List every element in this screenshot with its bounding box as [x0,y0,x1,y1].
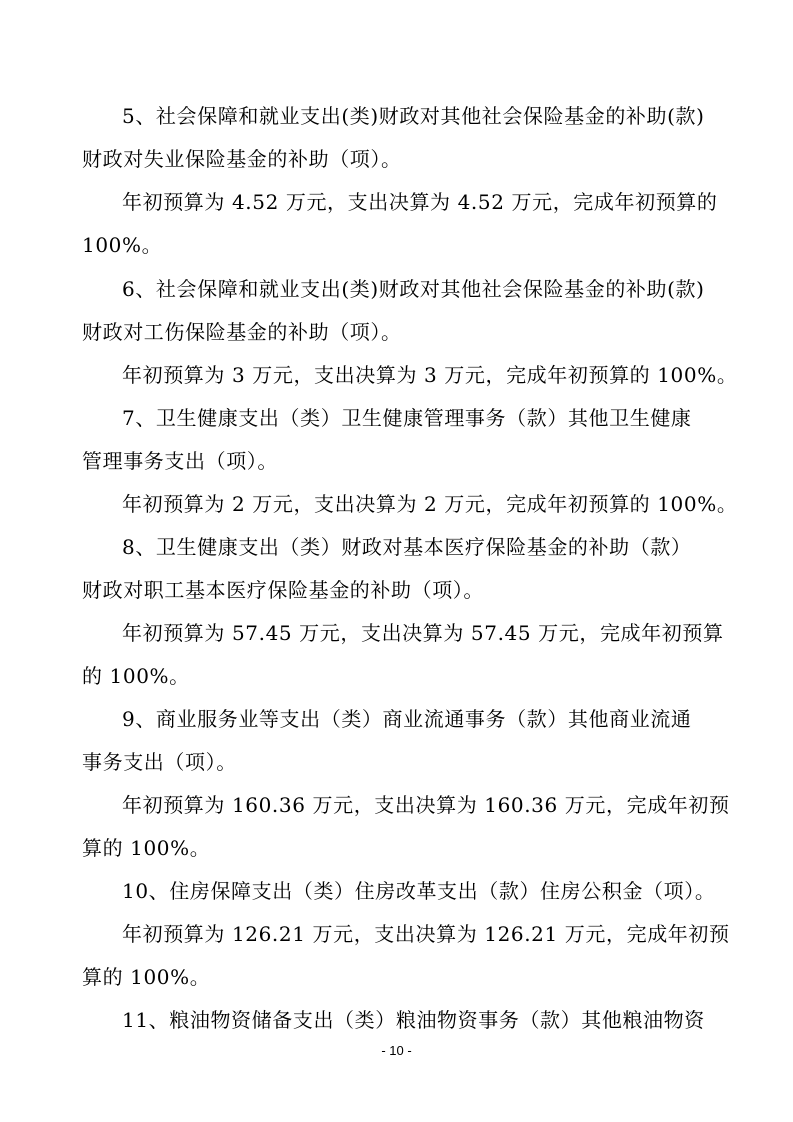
paragraph-7-body-line-1: 年初预算为 2 万元，支出决算为 2 万元，完成年初预算的 100%。 [122,492,738,516]
paragraph-9-heading-line-1: 9、商业服务业等支出（类）商业流通事务（款）其他商业流通 [122,707,692,731]
paragraph-6-heading-line-2: 财政对工伤保险基金的补助（项）。 [82,320,402,344]
paragraph-9-body-line-1: 年初预算为 160.36 万元，支出决算为 160.36 万元，完成年初预 [122,793,730,817]
paragraph-7-heading-line-2: 管理事务支出（项）。 [82,449,278,473]
paragraph-8-body-line-1: 年初预算为 57.45 万元，支出决算为 57.45 万元，完成年初预算 [122,621,724,645]
paragraph-8-body-line-2: 的 100%。 [82,664,190,688]
paragraph-7-heading-line-1: 7、卫生健康支出（类）卫生健康管理事务（款）其他卫生健康 [122,406,692,430]
paragraph-9-body-line-2: 算的 100%。 [82,836,211,860]
paragraph-5-heading-line-2: 财政对失业保险基金的补助（项）。 [82,147,402,171]
paragraph-8-heading-line-2: 财政对职工基本医疗保险基金的补助（项）。 [82,578,484,602]
paragraph-10-heading-line-1: 10、住房保障支出（类）住房改革支出（款）住房公积金（项）。 [122,879,716,903]
paragraph-8-heading-line-1: 8、卫生健康支出（类）财政对基本医疗保险基金的补助（款） [122,535,692,559]
paragraph-5-heading-line-1: 5、社会保障和就业支出(类)财政对其他社会保险基金的补助(款) [122,104,705,128]
paragraph-5-body-line-1: 年初预算为 4.52 万元，支出决算为 4.52 万元，完成年初预算的 [122,190,718,214]
paragraph-11-heading-line-1: 11、粮油物资储备支出（类）粮油物资事务（款）其他粮油物资 [122,1008,705,1032]
page-number: - 10 - [381,1043,412,1058]
paragraph-10-body-line-1: 年初预算为 126.21 万元，支出决算为 126.21 万元，完成年初预 [122,922,730,946]
paragraph-6-body-line-1: 年初预算为 3 万元，支出决算为 3 万元，完成年初预算的 100%。 [122,363,738,387]
paragraph-10-body-line-2: 算的 100%。 [82,965,211,989]
paragraph-6-heading-line-1: 6、社会保障和就业支出(类)财政对其他社会保险基金的补助(款) [122,277,705,301]
paragraph-5-body-line-2: 100%。 [82,233,163,257]
paragraph-9-heading-line-2: 事务支出（项）。 [82,750,237,774]
